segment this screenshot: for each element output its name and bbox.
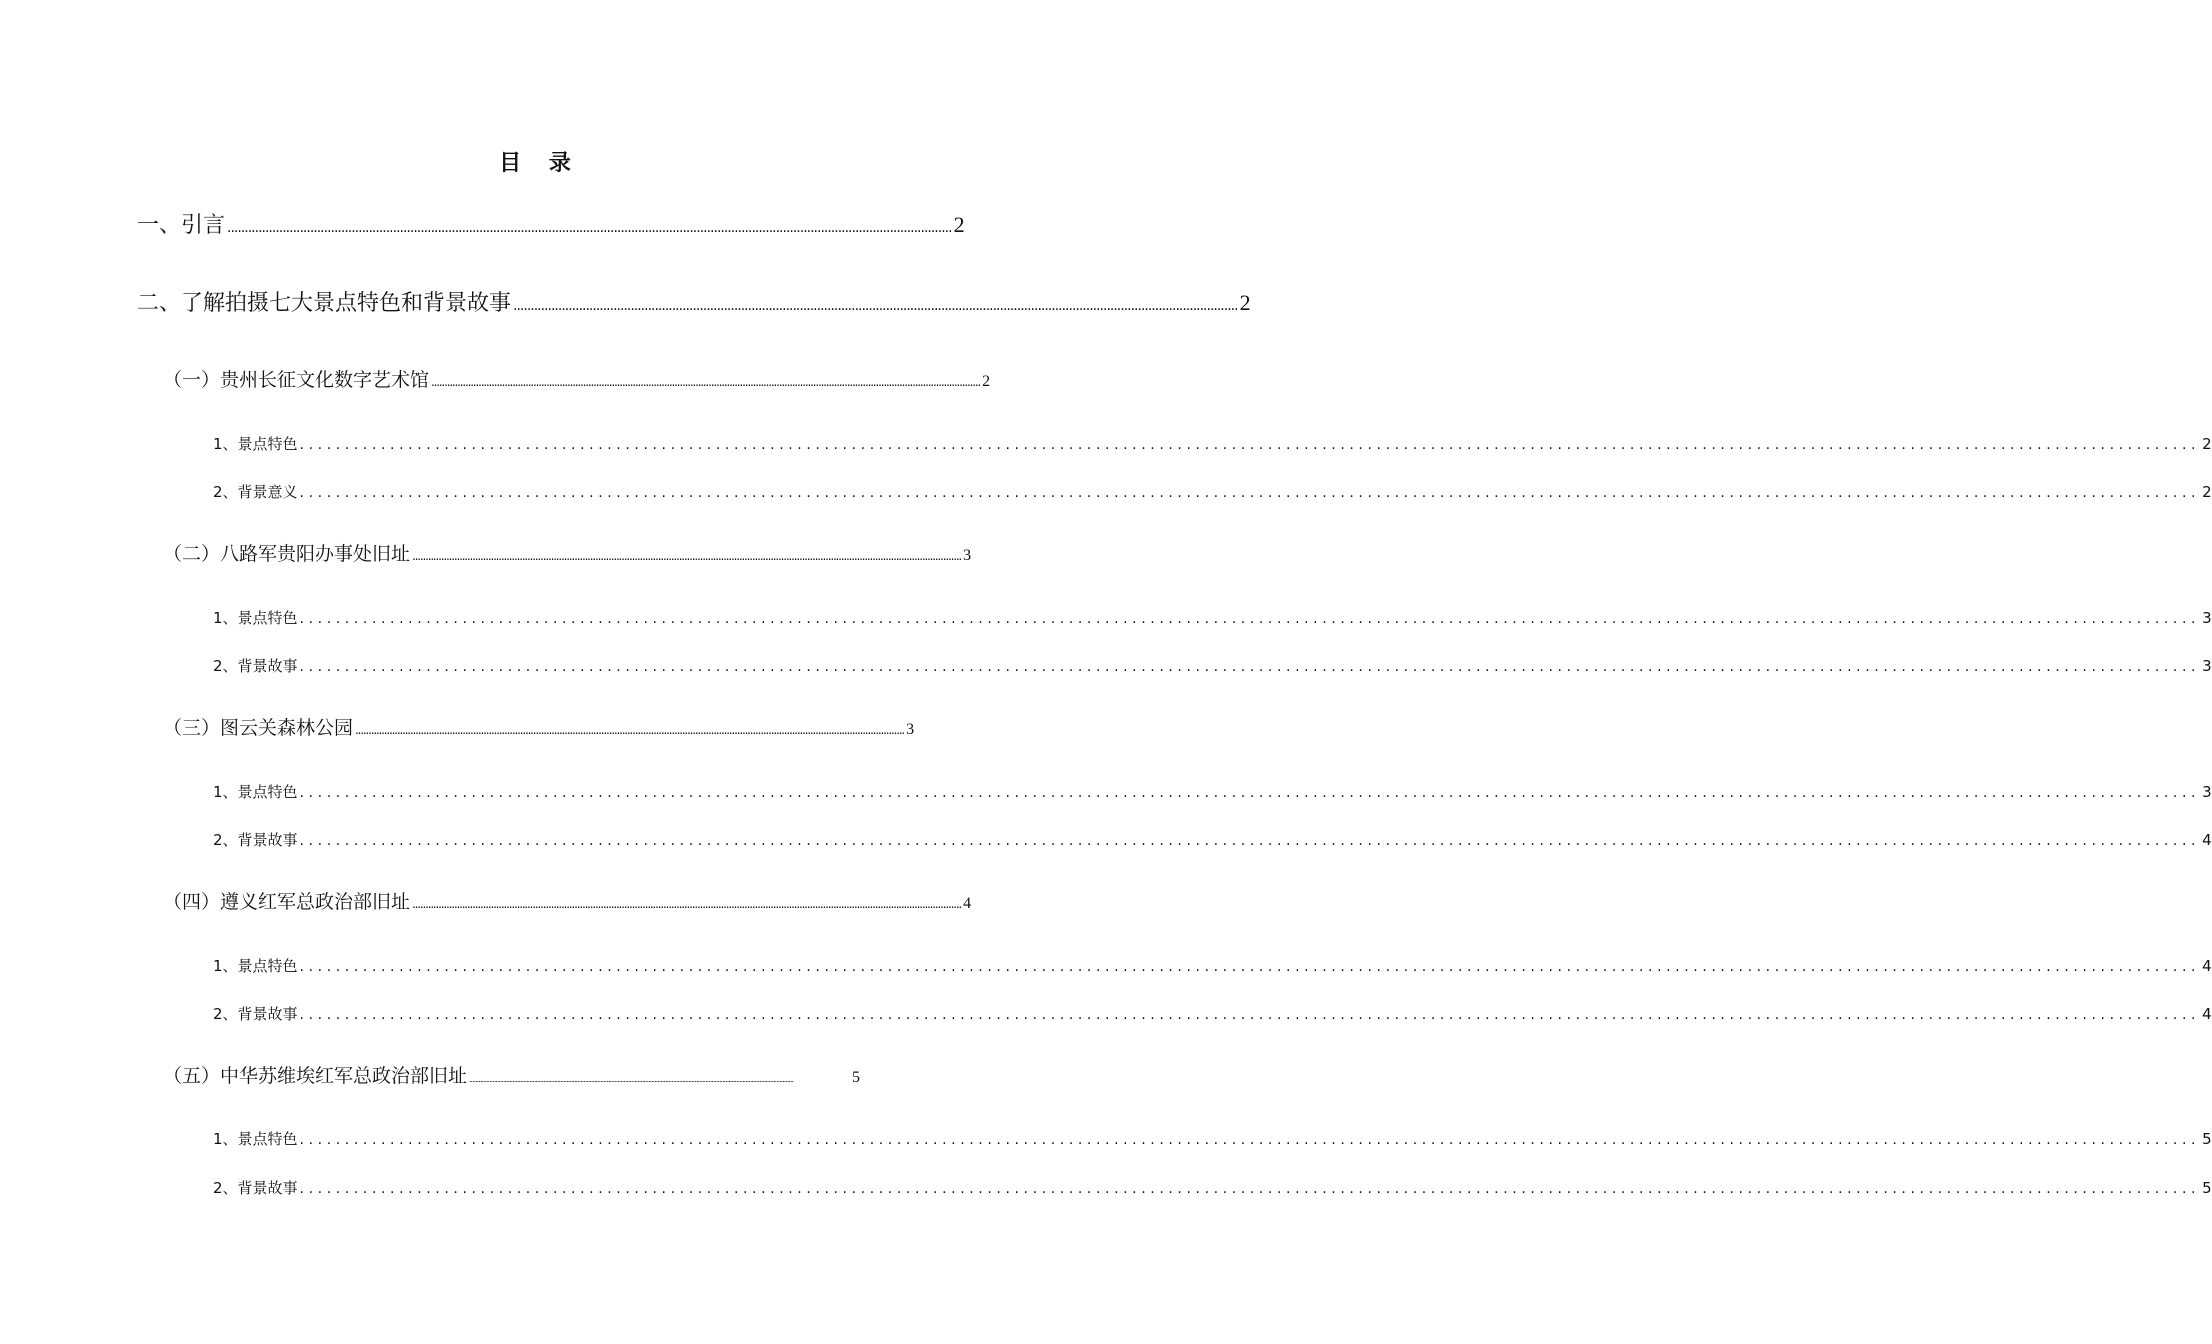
toc-entry-section-3-item-2[interactable] — [213, 829, 2212, 850]
toc-entry-section-4-item-2[interactable] — [213, 1003, 2212, 1024]
toc-leader-dots: .................................................................................................................................................................................................................. — [469, 1075, 794, 1084]
toc-leader-dots: .................................................................................................................................................................................................................. — [355, 723, 905, 737]
toc-leader-dots: .................................................................................................................................................................................................................. — [227, 220, 952, 236]
toc-leader-dots: .................................................................................................................................................................................................................. — [299, 611, 2201, 627]
toc-entry-section-2-item-2[interactable] — [213, 655, 2212, 676]
toc-page-number: 3 — [2202, 657, 2212, 675]
toc-leader-dots: .................................................................................................................................................................................................................. — [299, 833, 2201, 849]
toc-leader-dots: .................................................................................................................................................................................................................. — [412, 549, 962, 563]
toc-page-number: 2 — [1239, 290, 1251, 315]
toc-page-number: 5 — [2202, 1179, 2212, 1197]
toc-entry-label: 1、景点特色 — [213, 609, 298, 627]
toc-page-number: 2 — [982, 373, 991, 390]
toc-entry-label: （三）图云关森林公园 — [163, 717, 354, 739]
toc-entry-section-4-item-1[interactable] — [213, 955, 2212, 976]
toc-leader-dots: .................................................................................................................................................................................................................. — [299, 485, 2201, 501]
toc-entry-section-1[interactable] — [163, 365, 991, 392]
toc-entry-section-3[interactable] — [163, 713, 915, 740]
toc-entry-label: 1、景点特色 — [213, 957, 298, 975]
toc-entry-label: （四）遵义红军总政治部旧址 — [163, 891, 411, 913]
toc-page-number: 4 — [2202, 831, 2212, 849]
toc-entry-label: （五）中华苏维埃红军总政治部旧址 — [163, 1065, 468, 1087]
toc-entry-section-1-item-1[interactable] — [213, 433, 2212, 454]
toc-entry-introduction[interactable] — [137, 208, 965, 239]
toc-entry-label: 2、背景故事 — [213, 831, 298, 849]
toc-leader-dots: .................................................................................................................................................................................................................. — [513, 298, 1238, 314]
toc-page-number: 5 — [2202, 1130, 2212, 1148]
toc-leader-dots: .................................................................................................................................................................................................................. — [431, 375, 981, 389]
toc-page-number: 3 — [906, 721, 915, 738]
toc-entry-label: 1、景点特色 — [213, 1130, 298, 1148]
toc-entry-label: 2、背景故事 — [213, 1179, 298, 1197]
toc-leader-dots: .................................................................................................................................................................................................................. — [299, 1007, 2201, 1023]
toc-leader-dots: .................................................................................................................................................................................................................. — [412, 897, 962, 911]
toc-entry-label: 2、背景故事 — [213, 1005, 298, 1023]
toc-entry-label: 1、景点特色 — [213, 435, 298, 453]
toc-entry-section-5-item-1[interactable] — [213, 1128, 2212, 1149]
toc-page-number: 2 — [2202, 435, 2212, 453]
toc-entry-section-2[interactable] — [163, 539, 972, 566]
toc-entry-label: 2、背景故事 — [213, 657, 298, 675]
toc-page-number: 3 — [2202, 609, 2212, 627]
toc-leader-dots: .................................................................................................................................................................................................................. — [299, 959, 2201, 975]
toc-page-number: 4 — [2202, 1005, 2212, 1023]
toc-page-number: 4 — [2202, 957, 2212, 975]
toc-page-number: 3 — [963, 547, 972, 564]
toc-page-number: 3 — [2202, 783, 2212, 801]
toc-entry-label: （二）八路军贵阳办事处旧址 — [163, 543, 411, 565]
toc-leader-dots: .................................................................................................................................................................................................................. — [299, 785, 2201, 801]
toc-leader-dots: .................................................................................................................................................................................................................. — [299, 1132, 2201, 1148]
toc-title: 目 录 — [499, 151, 581, 176]
toc-entry-label: 二、了解拍摄七大景点特色和背景故事 — [137, 291, 512, 316]
toc-entry-label: 1、景点特色 — [213, 783, 298, 801]
toc-entry-label: （一）贵州长征文化数字艺术馆 — [163, 369, 430, 391]
toc-leader-dots: .................................................................................................................................................................................................................. — [299, 659, 2201, 675]
toc-entry-section-3-item-1[interactable] — [213, 781, 2212, 802]
toc-leader-dots: .................................................................................................................................................................................................................. — [299, 1181, 2201, 1197]
toc-entry-label: 2、背景意义 — [213, 483, 298, 501]
toc-page-number: 4 — [963, 895, 972, 912]
toc-entry-label: 一、引言 — [137, 213, 226, 238]
toc-page-number: 2 — [953, 212, 965, 237]
toc-entry-section-4[interactable] — [163, 887, 972, 914]
toc-page-number: 2 — [2202, 483, 2212, 501]
toc-entry-section-2-item-1[interactable] — [213, 607, 2212, 628]
toc-entry-section-1-item-2[interactable] — [213, 481, 2212, 502]
toc-entry-seven-sites[interactable] — [137, 286, 1251, 317]
toc-page-number: 5 — [852, 1069, 860, 1086]
toc-leader-dots: .................................................................................................................................................................................................................. — [299, 437, 2201, 453]
toc-entry-section-5-item-2[interactable] — [213, 1177, 2212, 1198]
toc-entry-section-5[interactable] — [163, 1061, 860, 1088]
